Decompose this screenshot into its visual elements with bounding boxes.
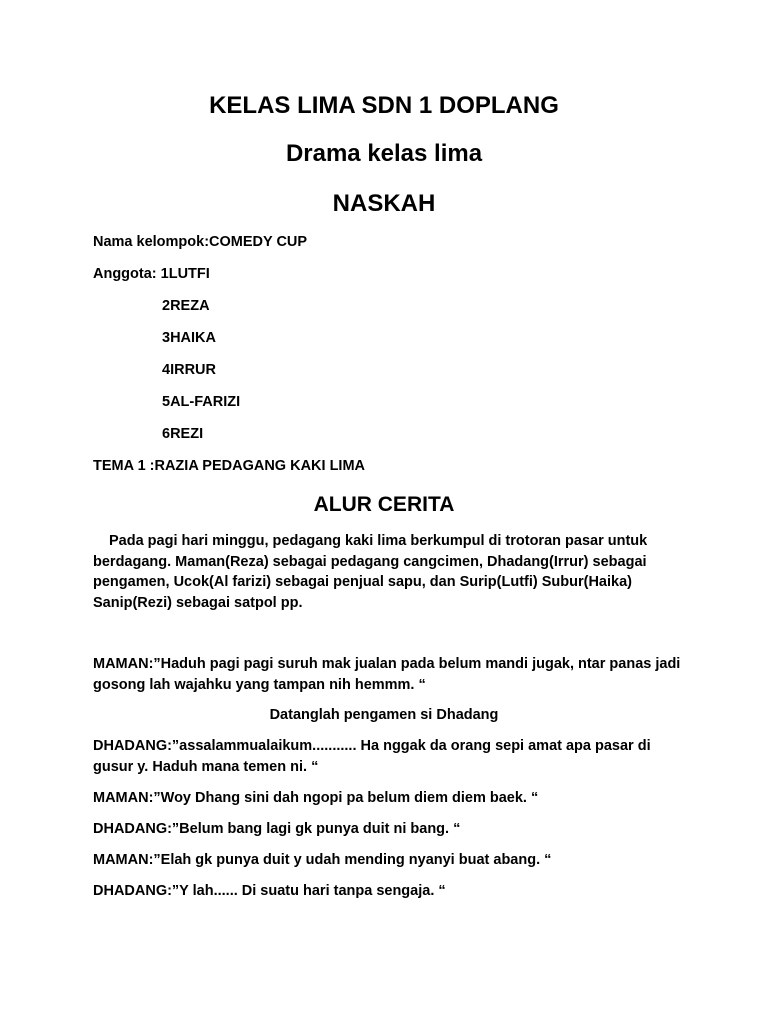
member-item: 5AL-FARIZI — [162, 394, 241, 410]
group-name-line: Nama kelompok:COMEDY CUP — [93, 234, 308, 250]
dialog-line: MAMAN:”Woy Dhang sini dah ngopi pa belum diem diem baek. “ — [93, 790, 539, 806]
dialog-line: DHADANG:”Belum bang lagi gk punya duit ni bang. “ — [93, 821, 461, 837]
member-item: 4IRRUR — [162, 362, 216, 378]
member-item: 6REZI — [162, 426, 204, 442]
dialog-line: DHADANG:”assalammualaikum........... Ha nggak da orang sepi amat apa pasar di gusur y. Haduh mana temen ni. “ — [93, 738, 651, 775]
drama-subtitle: Drama kelas lima — [285, 140, 483, 167]
member-item: 2REZA — [162, 298, 210, 314]
member-item: 3HAIKA — [162, 330, 216, 346]
stage-direction: Datanglah pengamen si Dhadang — [269, 707, 499, 723]
members-label-line: Anggota: 1LUTFI — [93, 266, 210, 282]
plot-intro-paragraph — [93, 531, 683, 613]
dialog-line: MAMAN:”Elah gk punya duit y udah mending nyanyi buat abang. “ — [93, 852, 552, 868]
school-title: KELAS LIMA SDN 1 DOPLANG — [209, 92, 559, 119]
document-type-title: NASKAH — [332, 190, 436, 217]
dialog-line: MAMAN:”Haduh pagi pagi suruh mak jualan pada belum mandi jugak, ntar panas jadi gosong lah wajahku yang tampan nih hemmm. “ — [93, 656, 681, 693]
dialog-line: DHADANG:”Y lah...... Di suatu hari tanpa sengaja. “ — [93, 883, 446, 899]
plot-intro-text: Pada pagi hari minggu, pedagang kaki lima berkumpul di trotoran pasar untuk berdagang. Maman(Reza) sebagai pedagang cangcimen, Dhadang(Irrur) sebagai pengamen, Ucok(Al farizi) sebagai penjual sapu, dan Surip(Lutfi) Subur(Haika) Sanip(Rezi) sebagai satpol pp. — [93, 533, 648, 611]
plot-heading: ALUR CERITA — [313, 493, 455, 516]
theme-line: TEMA 1 :RAZIA PEDAGANG KAKI LIMA — [93, 458, 366, 474]
